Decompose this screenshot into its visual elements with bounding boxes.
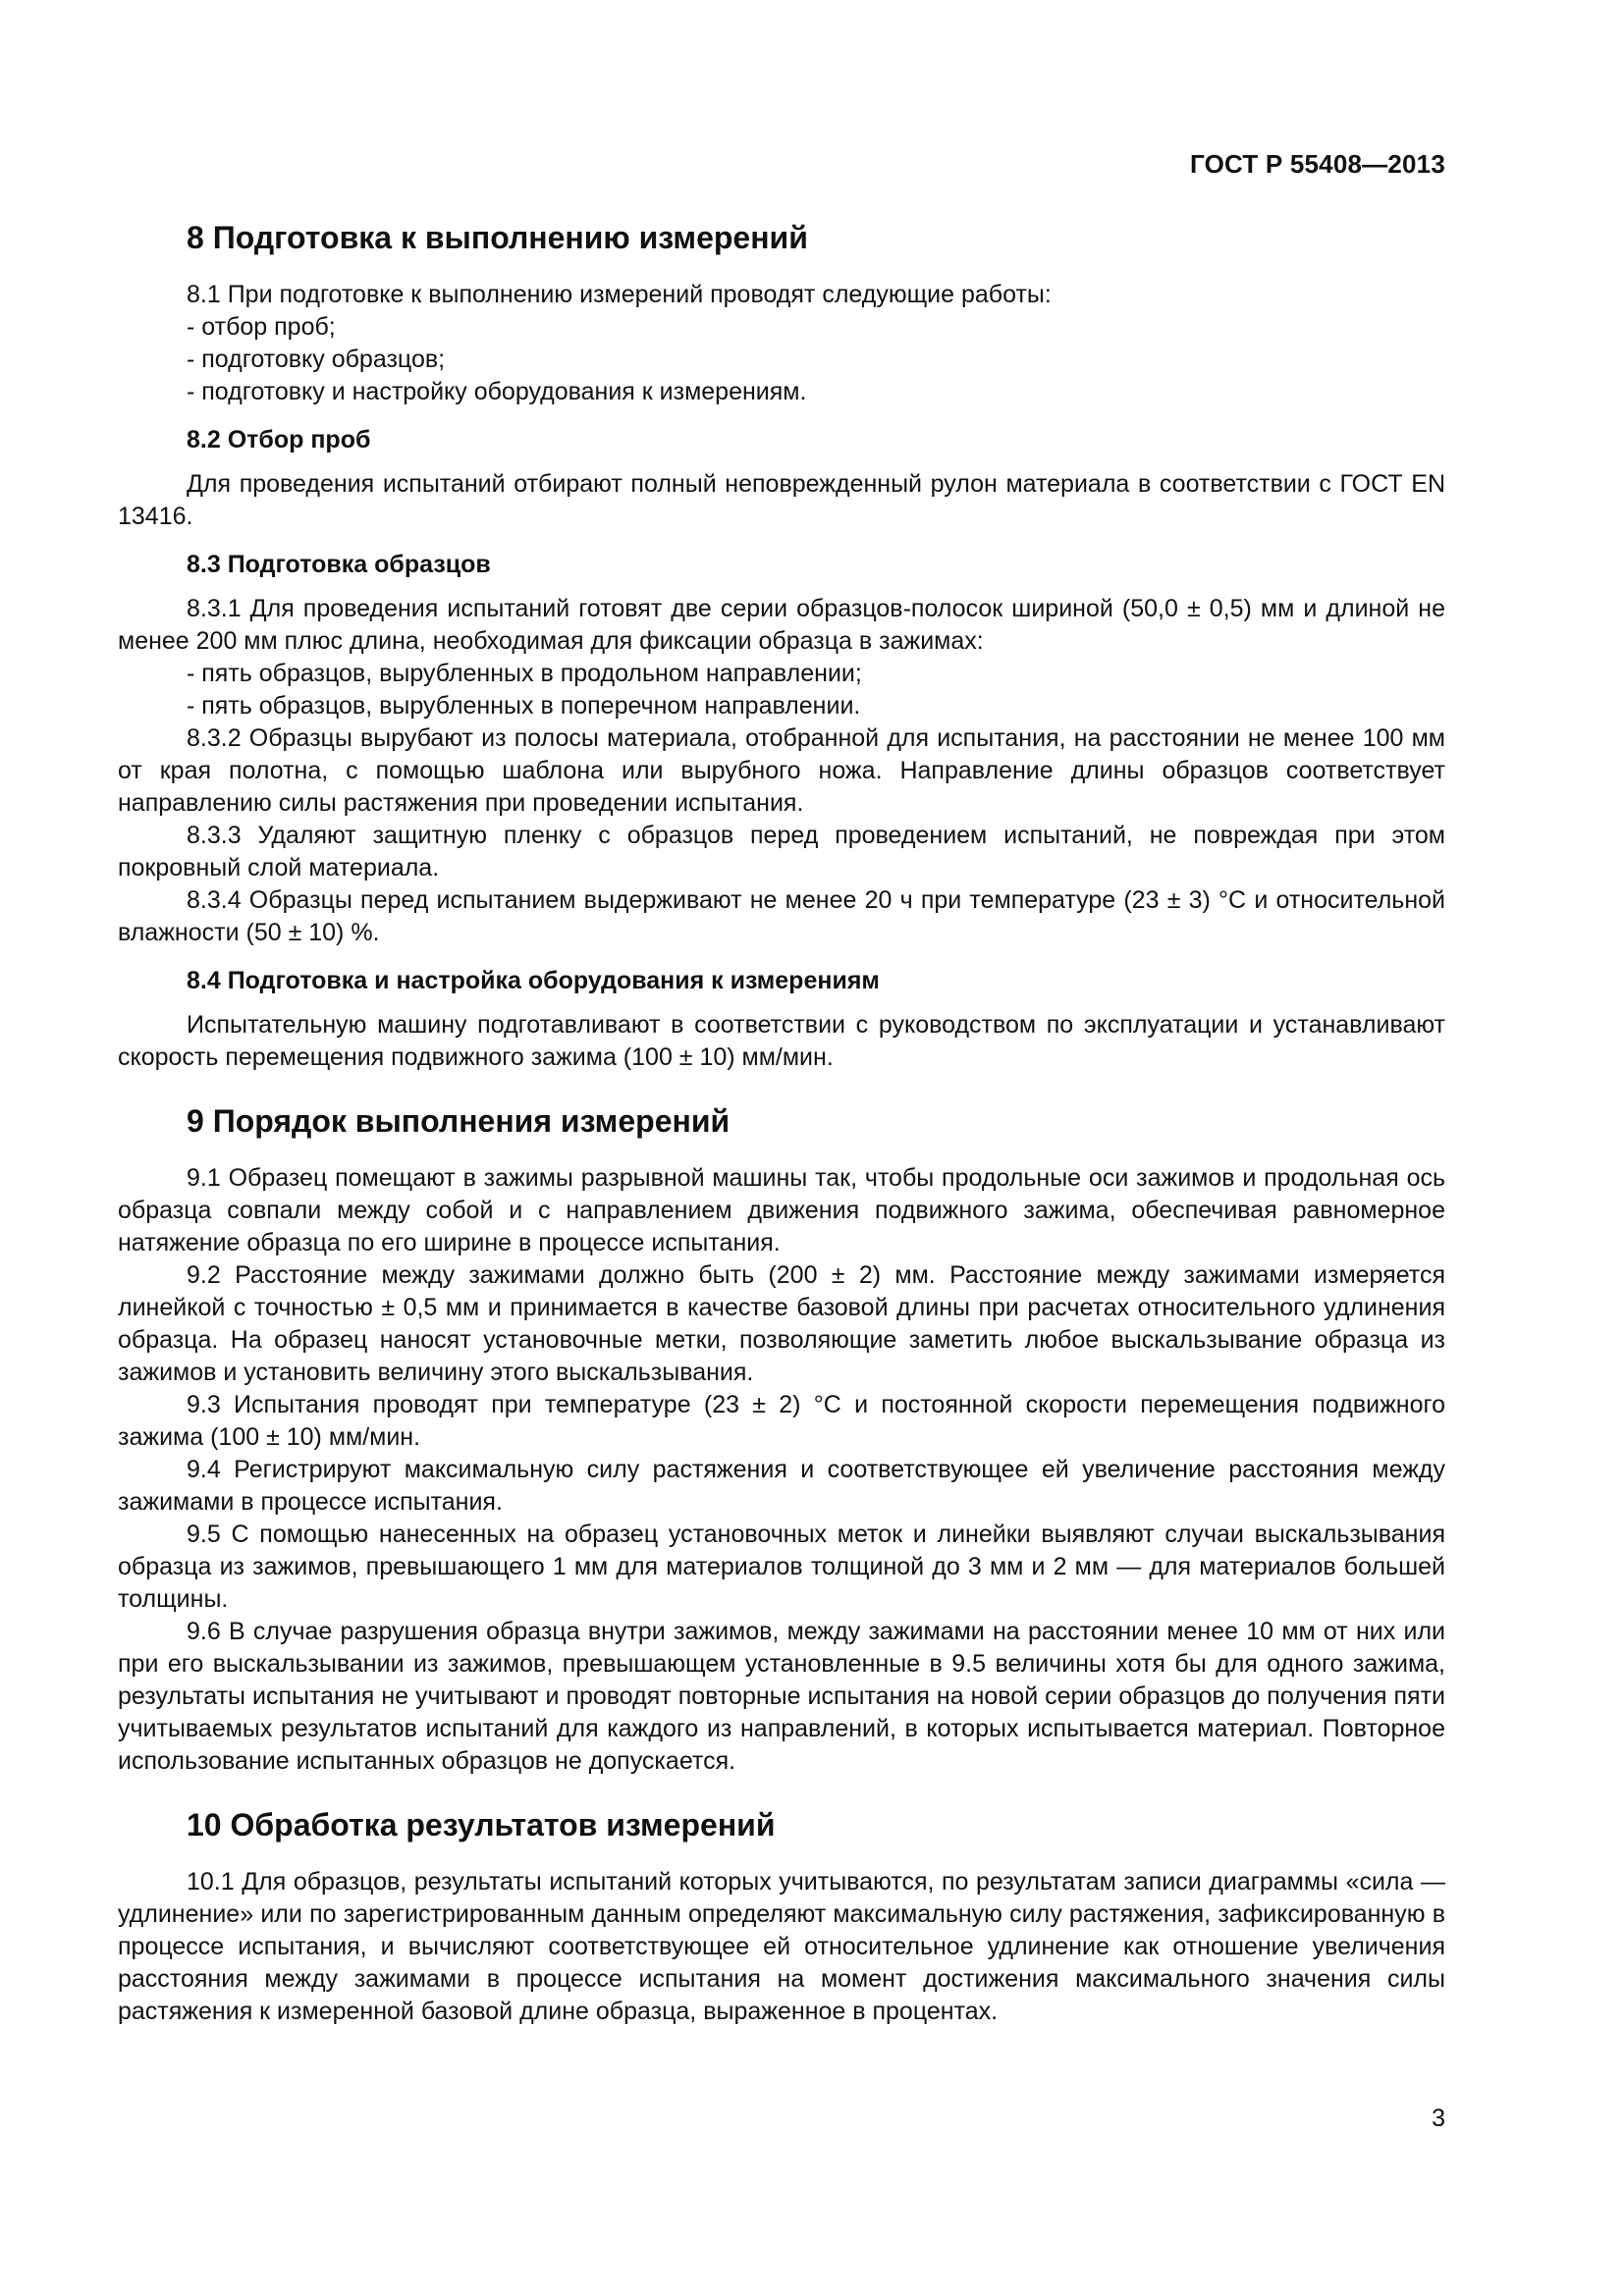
subsection-8-3-title: 8.3 Подготовка образцов (187, 551, 491, 578)
paragraph-8-1: 8.1 При подготовке к выполнению измерений проводят следующие работы: (187, 281, 1052, 308)
paragraph-9-6: 9.6 В случае разрушения образца внутри зажимов, между зажимами на расстоянии менее 10 мм от них или при его выскальзывании из зажимов, превышающем установленные в 9.5 величины хотя бы для одного зажима, результаты испытания не учитывают и проводят повторные испытания на новой серии образцов до получения пяти учитываемых результатов испытаний для каждого из направлений, в которых испытывается материал. Повторное использование испытанных образцов не допускается. (118, 1618, 1445, 1775)
list-item: - отбор проб; (187, 313, 336, 341)
subsection-8-4-title: 8.4 Подготовка и настройка оборудования к измерениям (187, 967, 880, 994)
paragraph-8-3-3: 8.3.3 Удаляют защитную пленку с образцов перед проведением испытаний, не повреждая при этом покровный слой материала. (118, 822, 1445, 881)
list-item: - пять образцов, вырубленных в поперечном направлении. (187, 692, 861, 720)
section-9-title: 9 Порядок выполнения измерений (187, 1103, 731, 1139)
paragraph-9-5: 9.5 С помощью нанесенных на образец установочных меток и линейки выявляют случаи выскальзывания образца из зажимов, превышающего 1 мм для материалов толщиной до 3 мм и 2 мм — для материалов большей толщины. (118, 1521, 1445, 1613)
paragraph-8-3-2: 8.3.2 Образцы вырубают из полосы материала, отобранной для испытания, на расстоянии не менее 100 мм от края полотна, с помощью шаблона или вырубного ножа. Направление длины образцов соответствует направлению силы растяжения при проведении испытания. (118, 724, 1445, 817)
paragraph-10-1: 10.1 Для образцов, результаты испытаний которых учитываются, по результатам записи диаграммы «сила — удлинение» или по зарегистрированным данным определяют максимальную силу растяжения, зафиксированную в процессе испытания, и вычисляют соответствующее ей относительное удлинение как отношение увеличения расстояния между зажимами в процессе испытания на момент достижения максимального значения силы растяжения к измеренной базовой длине образца, выраженное в процентах. (118, 1868, 1445, 2025)
paragraph-9-1: 9.1 Образец помещают в зажимы разрывной машины так, чтобы продольные оси зажимов и продольная ось образца совпали между собой и с направлением движения подвижного зажима, обеспечивая равномерное натяжение образца по его ширине в процессе испытания. (118, 1164, 1445, 1256)
paragraph-8-4: Испытательную машину подготавливают в соответствии с руководством по эксплуатации и устанавливают скорость перемещения подвижного зажима (100 ± 10) мм/мин. (118, 1011, 1445, 1071)
document-body (118, 218, 1445, 2028)
section-8-title: 8 Подготовка к выполнению измерений (187, 220, 808, 255)
paragraph-9-4: 9.4 Регистрируют максимальную силу растяжения и соответствующее ей увеличение расстояния между зажимами в процессе испытания. (118, 1456, 1445, 1516)
subsection-8-2-title: 8.2 Отбор проб (187, 426, 371, 454)
paragraph-8-2: Для проведения испытаний отбирают полный неповрежденный рулон материала в соответствии с ГОСТ EN 13416. (118, 470, 1445, 530)
paragraph-9-3: 9.3 Испытания проводят при температуре (23 ± 2) °С и постоянной скорости перемещения подвижного зажима (100 ± 10) мм/мин. (118, 1391, 1445, 1451)
section-10-title: 10 Обработка результатов измерений (187, 1807, 776, 1842)
document-code: ГОСТ Р 55408—2013 (1190, 149, 1445, 179)
list-item: - подготовку и настройку оборудования к измерениям. (187, 378, 807, 405)
page-number: 3 (1432, 2105, 1445, 2132)
paragraph-8-3-4: 8.3.4 Образцы перед испытанием выдерживают не менее 20 ч при температуре (23 ± 3) °С и относительной влажности (50 ± 10) %. (118, 886, 1445, 946)
list-item: - пять образцов, вырубленных в продольном направлении; (187, 660, 862, 687)
paragraph-8-3-1: 8.3.1 Для проведения испытаний готовят две серии образцов-полосок шириной (50,0 ± 0,5) мм и длиной не менее 200 мм плюс длина, необходимая для фиксации образца в зажимах: (118, 595, 1445, 655)
list-item: - подготовку образцов; (187, 346, 446, 373)
paragraph-9-2: 9.2 Расстояние между зажимами должно быть (200 ± 2) мм. Расстояние между зажимами измеряется линейкой с точностью ± 0,5 мм и принимается в качестве базовой длины при расчетах относительного удлинения образца. На образец наносят установочные метки, позволяющие заметить любое выскальзывание образца из зажимов и установить величину этого выскальзывания. (118, 1261, 1445, 1386)
